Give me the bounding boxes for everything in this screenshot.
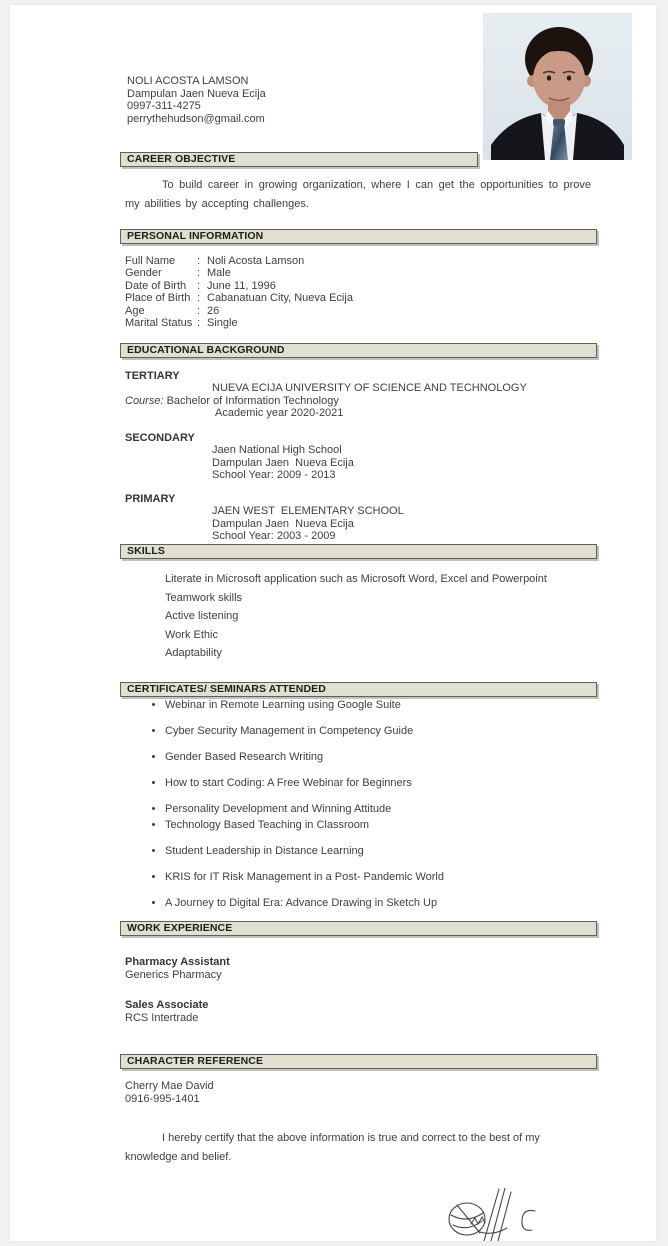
education-level: SECONDARY (125, 432, 195, 444)
applicant-address: Dampulan Jaen Nueva Ecija (127, 87, 266, 100)
info-value: Male (207, 267, 231, 280)
info-separator: : (197, 267, 201, 280)
skill-item: Work Ethic (165, 628, 218, 641)
job-title: Sales Associate (125, 999, 209, 1011)
skill-item: Literate in Microsoft application such as Microsoft Word, Excel and Powerpoint (165, 573, 547, 585)
info-value: Noli Acosta Lamson (207, 255, 305, 267)
info-label: Age (125, 304, 145, 317)
info-separator: : (197, 279, 201, 292)
certificate-item: • Student Leadership in Distance Learning (165, 845, 444, 858)
applicant-photo (483, 13, 632, 160)
reference-phone: 0916-995-1401 (125, 1092, 200, 1105)
skill-item: Teamwork skills (165, 591, 243, 604)
education-school: Jaen National High School (212, 444, 342, 457)
education-year: School Year: 2003 - 2009 (212, 529, 336, 542)
education-level: PRIMARY (125, 493, 176, 505)
signature (435, 1188, 555, 1241)
certificate-item: • Cyber Security Management in Competency Guide (165, 725, 444, 738)
personal-information-list (125, 255, 353, 329)
certification-statement: I hereby certify that the above information is true and correct to the best of my knowledge and belief. (125, 1132, 540, 1163)
certificate-item: • KRIS for IT Risk Management in a Post- Pandemic World (165, 871, 444, 884)
education-primary (125, 493, 404, 542)
personal-info-row (125, 280, 353, 292)
section-header-work-experience: WORK EXPERIENCE (120, 921, 597, 936)
certificate-item: • A Journey to Digital Era: Advance Drawing in Sketch Up (165, 897, 444, 910)
portrait-illustration (483, 13, 632, 160)
info-separator: : (197, 317, 201, 330)
personal-info-row (125, 255, 353, 267)
applicant-phone: 0997-311-4275 (127, 100, 201, 113)
info-label: Place of Birth (125, 292, 191, 305)
education-year: School Year: 2009 - 2013 (212, 468, 336, 481)
education-level: TERTIARY (125, 370, 180, 382)
contact-block (127, 75, 266, 125)
signature-scribble (435, 1188, 555, 1241)
company-name: Generics Pharmacy (125, 969, 222, 981)
info-label: Date of Birth (125, 279, 187, 292)
info-separator: : (197, 292, 201, 305)
personal-info-row (125, 317, 353, 329)
education-tertiary (125, 370, 527, 419)
certificate-item: • Webinar in Remote Learning using Google Suite (165, 699, 444, 712)
info-label: Marital Status (125, 317, 193, 330)
personal-info-row (125, 305, 353, 317)
personal-info-row (125, 292, 353, 304)
work-experience-list (125, 956, 230, 1042)
info-value: Single (207, 317, 238, 330)
course-value: Bachelor of Information Technology (166, 394, 339, 407)
character-reference-block (125, 1080, 214, 1105)
education-course-line (125, 395, 527, 407)
section-header-personal-information: PERSONAL INFORMATION (120, 229, 597, 244)
certificate-item: • Gender Based Research Writing (165, 751, 444, 764)
info-value: 26 (207, 304, 220, 317)
info-label: Gender (125, 267, 162, 280)
resume-page (10, 5, 656, 1241)
certificate-item: • How to start Coding: A Free Webinar for Beginners (165, 777, 444, 790)
section-header-character-reference: CHARACTER REFERENCE (120, 1054, 597, 1069)
skills-list (165, 570, 547, 663)
company-name: RCS Intertrade (125, 1012, 199, 1024)
applicant-email: perrythehudson@gmail.com (127, 112, 265, 125)
education-secondary (125, 432, 354, 481)
career-objective-text: To build career in growing organization, where I can get the opportunities to prove my abilities by accepting challenges. (125, 179, 591, 210)
course-label: Course: (125, 394, 164, 407)
info-label: Full Name (125, 255, 176, 267)
education-school: JAEN WEST ELEMENTARY SCHOOL (212, 505, 404, 518)
job-title: Pharmacy Assistant (125, 956, 230, 968)
applicant-name: NOLI ACOSTA LAMSON (127, 75, 249, 87)
info-value: Cabanatuan City, Nueva Ecija (207, 292, 353, 305)
reference-name: Cherry Mae David (125, 1080, 214, 1092)
education-school: NUEVA ECIJA UNIVERSITY OF SCIENCE AND TECHNOLOGY (212, 382, 527, 395)
skill-item: Active listening (165, 610, 239, 623)
skill-item: Adaptability (165, 647, 222, 660)
info-separator: : (197, 255, 201, 267)
section-header-skills: SKILLS (120, 544, 597, 559)
education-address: Dampulan Jaen Nueva Ecija (212, 517, 354, 530)
certificate-item: • Personality Development and Winning Attitude (165, 803, 444, 816)
education-address: Dampulan Jaen Nueva Ecija (212, 456, 354, 469)
certificate-item: • Technology Based Teaching in Classroom (165, 819, 444, 832)
certificates-list (148, 699, 444, 923)
info-separator: : (197, 304, 201, 317)
work-entry (125, 999, 230, 1025)
work-entry (125, 956, 230, 982)
section-header-educational-background: EDUCATIONAL BACKGROUND (120, 343, 597, 358)
education-year: Academic year 2020-2021 (215, 406, 344, 419)
section-header-certificates: CERTIFICATES/ SEMINARS ATTENDED (120, 682, 597, 697)
section-header-career-objective: CAREER OBJECTIVE (120, 152, 478, 167)
personal-info-row (125, 267, 353, 279)
info-value: June 11, 1996 (207, 279, 276, 292)
